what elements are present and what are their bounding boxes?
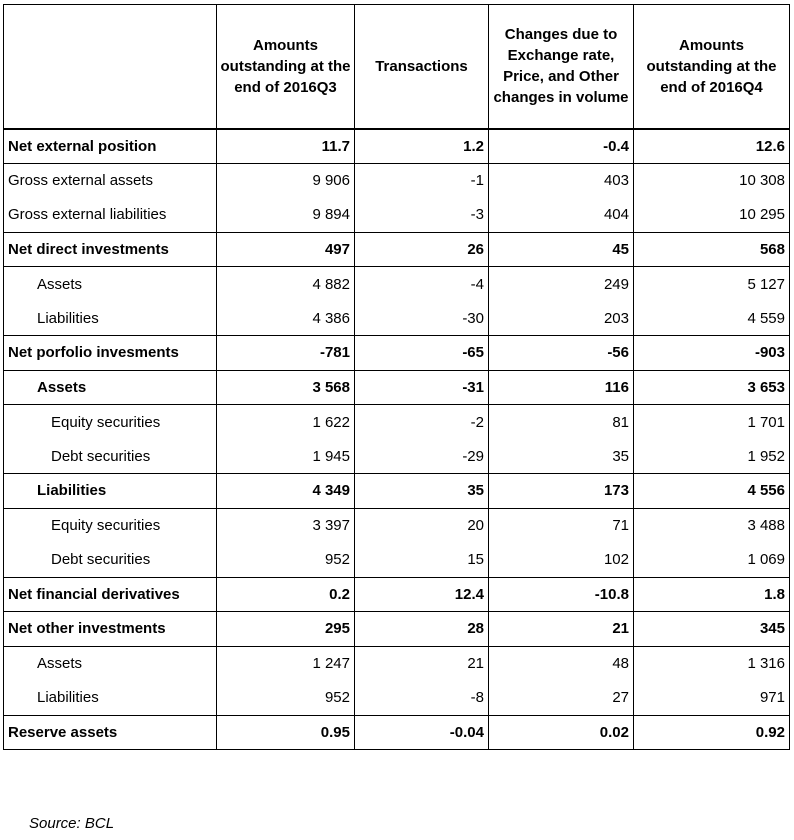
cell-q4: 568 bbox=[634, 232, 790, 267]
header-row bbox=[4, 5, 790, 129]
cell-q3: 3 397 bbox=[217, 508, 355, 543]
row-label: Debt securities bbox=[4, 543, 217, 578]
table-row bbox=[4, 646, 790, 681]
table-row bbox=[4, 439, 790, 474]
row-label: Liabilities bbox=[4, 474, 217, 509]
row-label: Liabilities bbox=[4, 301, 217, 336]
cell-q3: 9 894 bbox=[217, 198, 355, 233]
cell-other-changes: 403 bbox=[489, 163, 634, 198]
row-label: Net direct investments bbox=[4, 232, 217, 267]
cell-q3: 0.95 bbox=[217, 715, 355, 750]
cell-q4: 1 701 bbox=[634, 405, 790, 440]
cell-transactions: -4 bbox=[355, 267, 489, 302]
cell-q4: 4 559 bbox=[634, 301, 790, 336]
cell-transactions: -1 bbox=[355, 163, 489, 198]
table-row bbox=[4, 577, 790, 612]
cell-q3: -781 bbox=[217, 336, 355, 371]
external-position-table bbox=[3, 4, 790, 750]
cell-transactions: -0.04 bbox=[355, 715, 489, 750]
cell-other-changes: 21 bbox=[489, 612, 634, 647]
cell-q3: 3 568 bbox=[217, 370, 355, 405]
row-label: Assets bbox=[4, 267, 217, 302]
cell-q4: 345 bbox=[634, 612, 790, 647]
cell-transactions: -30 bbox=[355, 301, 489, 336]
table-row bbox=[4, 232, 790, 267]
cell-other-changes: 27 bbox=[489, 681, 634, 716]
table-row bbox=[4, 474, 790, 509]
cell-other-changes: 71 bbox=[489, 508, 634, 543]
cell-q4: -903 bbox=[634, 336, 790, 371]
table-row bbox=[4, 267, 790, 302]
table-row bbox=[4, 543, 790, 578]
cell-transactions: 21 bbox=[355, 646, 489, 681]
cell-q3: 4 349 bbox=[217, 474, 355, 509]
table-row bbox=[4, 129, 790, 164]
cell-q4: 10 295 bbox=[634, 198, 790, 233]
cell-q3: 295 bbox=[217, 612, 355, 647]
cell-transactions: 20 bbox=[355, 508, 489, 543]
cell-transactions: -65 bbox=[355, 336, 489, 371]
cell-transactions: 15 bbox=[355, 543, 489, 578]
cell-other-changes: 173 bbox=[489, 474, 634, 509]
cell-other-changes: 203 bbox=[489, 301, 634, 336]
cell-transactions: -8 bbox=[355, 681, 489, 716]
cell-q3: 952 bbox=[217, 681, 355, 716]
table-row bbox=[4, 198, 790, 233]
cell-other-changes: -56 bbox=[489, 336, 634, 371]
cell-q3: 952 bbox=[217, 543, 355, 578]
cell-other-changes: -0.4 bbox=[489, 129, 634, 164]
cell-other-changes: 249 bbox=[489, 267, 634, 302]
header-transactions: Transactions bbox=[355, 5, 489, 129]
cell-q4: 1 316 bbox=[634, 646, 790, 681]
cell-q4: 971 bbox=[634, 681, 790, 716]
cell-transactions: 28 bbox=[355, 612, 489, 647]
header-q3-outstanding: Amounts outstanding at the end of 2016Q3 bbox=[217, 5, 355, 129]
cell-q4: 4 556 bbox=[634, 474, 790, 509]
cell-other-changes: 0.02 bbox=[489, 715, 634, 750]
header-q4-outstanding: Amounts outstanding at the end of 2016Q4 bbox=[634, 5, 790, 129]
row-label: Net other investments bbox=[4, 612, 217, 647]
row-label: Equity securities bbox=[4, 405, 217, 440]
cell-q3: 4 882 bbox=[217, 267, 355, 302]
cell-transactions: -31 bbox=[355, 370, 489, 405]
cell-q3: 497 bbox=[217, 232, 355, 267]
cell-q4: 1.8 bbox=[634, 577, 790, 612]
row-label: Liabilities bbox=[4, 681, 217, 716]
cell-transactions: 1.2 bbox=[355, 129, 489, 164]
cell-q4: 12.6 bbox=[634, 129, 790, 164]
table-row bbox=[4, 612, 790, 647]
cell-q3: 1 622 bbox=[217, 405, 355, 440]
cell-q3: 4 386 bbox=[217, 301, 355, 336]
cell-q4: 3 488 bbox=[634, 508, 790, 543]
row-label: Assets bbox=[4, 370, 217, 405]
cell-q3: 0.2 bbox=[217, 577, 355, 612]
cell-q4: 1 069 bbox=[634, 543, 790, 578]
cell-other-changes: 404 bbox=[489, 198, 634, 233]
header-label-column bbox=[4, 5, 217, 129]
row-label: Net porfolio invesments bbox=[4, 336, 217, 371]
row-label: Gross external liabilities bbox=[4, 198, 217, 233]
cell-q3: 11.7 bbox=[217, 129, 355, 164]
cell-transactions: 12.4 bbox=[355, 577, 489, 612]
table-row bbox=[4, 405, 790, 440]
row-label: Gross external assets bbox=[4, 163, 217, 198]
cell-other-changes: 81 bbox=[489, 405, 634, 440]
row-label: Equity securities bbox=[4, 508, 217, 543]
cell-other-changes: 45 bbox=[489, 232, 634, 267]
table-row bbox=[4, 370, 790, 405]
table-row bbox=[4, 508, 790, 543]
row-label: Reserve assets bbox=[4, 715, 217, 750]
cell-other-changes: 102 bbox=[489, 543, 634, 578]
cell-transactions: 35 bbox=[355, 474, 489, 509]
cell-q4: 3 653 bbox=[634, 370, 790, 405]
row-label: Net financial derivatives bbox=[4, 577, 217, 612]
cell-q4: 1 952 bbox=[634, 439, 790, 474]
cell-q3: 1 247 bbox=[217, 646, 355, 681]
row-label: Net external position bbox=[4, 129, 217, 164]
cell-q4: 10 308 bbox=[634, 163, 790, 198]
row-label: Assets bbox=[4, 646, 217, 681]
row-label: Debt securities bbox=[4, 439, 217, 474]
cell-transactions: 26 bbox=[355, 232, 489, 267]
table-row bbox=[4, 163, 790, 198]
cell-other-changes: 48 bbox=[489, 646, 634, 681]
cell-q3: 9 906 bbox=[217, 163, 355, 198]
cell-other-changes: -10.8 bbox=[489, 577, 634, 612]
cell-q3: 1 945 bbox=[217, 439, 355, 474]
cell-q4: 0.92 bbox=[634, 715, 790, 750]
cell-other-changes: 35 bbox=[489, 439, 634, 474]
cell-transactions: -2 bbox=[355, 405, 489, 440]
table-row bbox=[4, 336, 790, 371]
table-row bbox=[4, 301, 790, 336]
header-other-changes: Changes due to Exchange rate, Price, and Other changes in volume bbox=[489, 5, 634, 129]
cell-transactions: -29 bbox=[355, 439, 489, 474]
table-row bbox=[4, 715, 790, 750]
cell-transactions: -3 bbox=[355, 198, 489, 233]
cell-other-changes: 116 bbox=[489, 370, 634, 405]
cell-q4: 5 127 bbox=[634, 267, 790, 302]
table-row bbox=[4, 681, 790, 716]
source-note: Source: BCL bbox=[29, 815, 115, 832]
